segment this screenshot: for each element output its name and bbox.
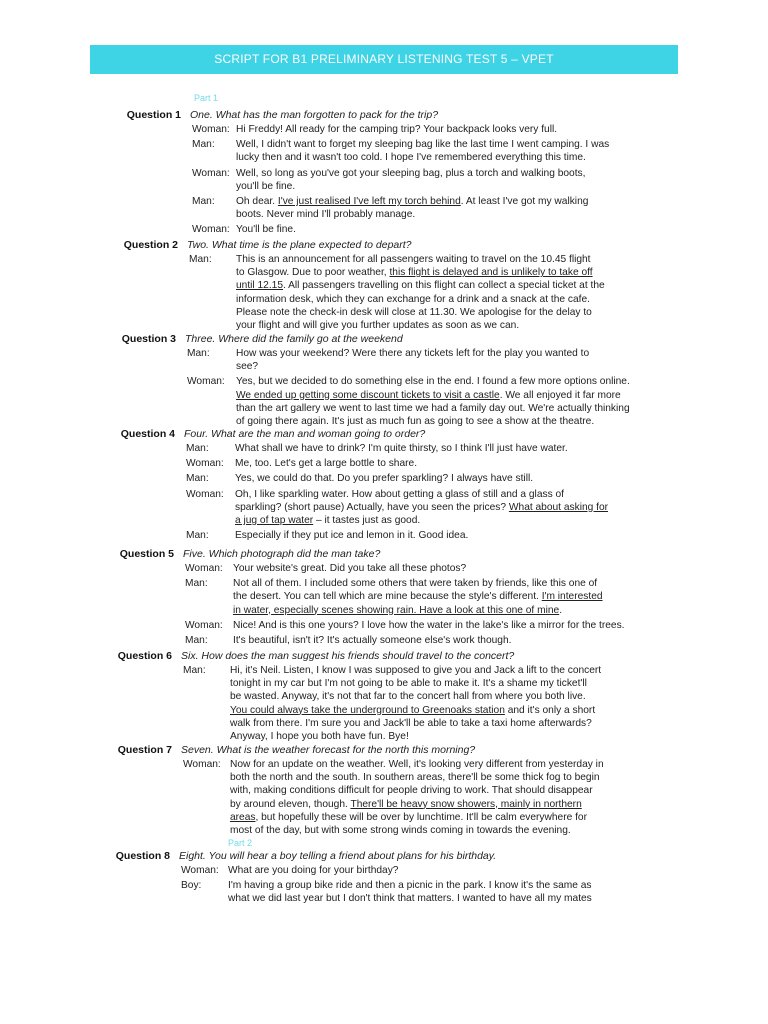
question-label: Question 7: [117, 744, 172, 756]
dialogue-line: tonight in my car but I'm not going to be able to make it. It's a shame my ticket'll: [230, 678, 587, 690]
answer-underline: until 12.15: [236, 280, 284, 292]
dialogue-segment: – it tastes just as good.: [313, 515, 421, 526]
speaker-label: Woman:: [185, 563, 223, 574]
dialogue-segment: . We all enjoyed it far more: [499, 389, 621, 401]
dialogue-line: Especially if they put ice and lemon in it. Good idea.: [235, 530, 469, 542]
page-title-banner: SCRIPT FOR B1 PRELIMINARY LISTENING TEST 5 – VPET: [90, 45, 678, 74]
dialogue-line: Well, so long as you've got your sleeping bag, plus a torch and walking boots,: [236, 167, 586, 179]
dialogue-line: I'm having a group bike ride and then a picnic in the park. I know it's the same as: [228, 880, 592, 892]
dialogue-segment: Oh dear.: [236, 196, 278, 207]
dialogue-segment: by around eleven, though.: [230, 798, 351, 810]
question-prompt: Two. What time is the plane expected to depart?: [187, 239, 412, 251]
dialogue-line: [230, 799, 582, 810]
dialogue-line: Hi Freddy! All ready for the camping trip? Your backpack looks very full.: [236, 124, 558, 135]
dialogue-line: most of the day, but with some strong winds coming in towards the evening.: [230, 825, 571, 836]
dialogue-line: What are you doing for your birthday?: [228, 865, 399, 876]
dialogue-line: It's beautiful, isn't it? It's actually someone else's work though.: [233, 635, 512, 646]
question-prompt: Five. Which photograph did the man take?: [183, 548, 381, 560]
dialogue-line: What shall we have to drink? I'm quite thirsty, so I think I'll just have water.: [235, 443, 568, 454]
question-label: Question 2: [123, 239, 178, 251]
dialogue-line: with, making conditions difficult for people driving to work. That should disappear: [230, 785, 593, 797]
dialogue-line: see?: [236, 361, 259, 373]
dialogue-line: Please note the check-in desk will close at 11.30. We apologise for the delay to: [236, 306, 592, 318]
dialogue-line: of going there again. It's just as much fun as going to see a show at the theatre.: [236, 416, 595, 427]
speaker-label: Woman:: [192, 167, 230, 179]
question-prompt: Seven. What is the weather forecast for the north this morning?: [181, 744, 476, 756]
speaker-label: Man:: [185, 635, 208, 646]
dialogue-line: Yes, we could do that. Do you prefer sparkling? I always have still.: [235, 473, 534, 485]
speaker-label: Man:: [189, 254, 212, 265]
dialogue-line: [235, 502, 608, 513]
dialogue-line: information desk, which they can exchange for a drink and a snack at the cafe.: [236, 293, 590, 305]
answer-underline: You could always take the underground to Greenoaks station: [230, 704, 505, 716]
dialogue-line: than the art gallery we went to last time we had a family day out. We're actually thinking: [236, 402, 630, 414]
dialogue-line: walk from there. I'm sure you and Jack'll be able to take a taxi home afterwards?: [230, 717, 592, 729]
question-label: Question 5: [119, 548, 174, 560]
dialogue-segment: , but hopefully these will be over by lunchtime. It'll be calm everywhere for: [255, 811, 587, 823]
dialogue-line: Your website's great. Did you take all these photos?: [233, 563, 467, 574]
speaker-label: Woman:: [181, 865, 219, 876]
dialogue-line: both the north and the south. In southern areas, there'll be some thick fog to begin: [230, 772, 600, 784]
speaker-label: Boy:: [181, 880, 202, 892]
dialogue-line: what we did last year but I don't think that matters. I wanted to have all my mates: [228, 893, 592, 905]
speaker-label: Man:: [192, 139, 215, 151]
dialogue-line: Hi, it's Neil. Listen, I know I was supposed to give you and Jack a lift to the concert: [230, 665, 602, 676]
dialogue-line: [236, 390, 621, 401]
speaker-label: Woman:: [186, 488, 224, 500]
dialogue-segment: sparkling? (short pause) Actually, have you seen the prices?: [235, 501, 509, 513]
speaker-label: Man:: [183, 665, 206, 676]
question-label: Question 3: [121, 333, 176, 345]
question-label: Question 8: [115, 850, 170, 862]
answer-underline: There'll be heavy snow showers, mainly in northern: [350, 798, 582, 810]
answer-underline: We ended up getting some discount tickets to visit a castle: [236, 389, 500, 401]
answer-underline: in water, especially scenes showing rain. Have a look at this one of mine: [233, 604, 560, 616]
answer-underline: I'm interested: [541, 591, 603, 603]
dialogue-line: Well, I didn't want to forget my sleeping bag like the last time I went camping. I was: [236, 139, 610, 151]
question-label: Question 6: [117, 650, 172, 662]
dialogue-line: Anyway, I hope you both have fun. Bye!: [230, 731, 409, 742]
speaker-label: Man:: [186, 443, 209, 454]
dialogue-line: Yes, but we decided to do something else in the end. I found a few more options online.: [236, 376, 630, 388]
dialogue-line: your flight and will give you further updates as soon as we can.: [236, 320, 520, 331]
dialogue-line: This is an announcement for all passengers waiting to travel on the 10.45 flight: [236, 254, 591, 265]
speaker-label: Woman:: [186, 458, 224, 470]
dialogue-line: be wasted. Anyway, it's not that far to the concert hall from where you both live.: [230, 691, 586, 703]
part-2-label: Part 2: [228, 838, 253, 848]
question-prompt: Six. How does the man suggest his friends should travel to the concert?: [181, 650, 515, 662]
answer-underline: this flight is delayed and is unlikely to take off: [389, 267, 593, 279]
dialogue-line: [236, 196, 588, 207]
answer-underline: What about asking for: [508, 501, 609, 513]
dialogue-line: boots. Never mind I'll probably manage.: [236, 209, 416, 221]
dialogue-segment: .: [559, 604, 563, 616]
speaker-label: Man:: [187, 348, 210, 359]
answer-underline: I've just realised I've left my torch behind: [277, 196, 461, 207]
question-prompt: Eight. You will hear a boy telling a friend about plans for his birthday.: [179, 850, 497, 862]
speaker-label: Woman:: [192, 224, 230, 236]
dialogue-line: Oh, I like sparkling water. How about getting a glass of still and a glass of: [235, 488, 565, 500]
answer-underline: a jug of tap water: [235, 515, 314, 526]
speaker-label: Woman:: [187, 376, 225, 388]
dialogue-line: [235, 515, 420, 526]
speaker-label: Woman:: [185, 619, 223, 631]
part-1-label: Part 1: [194, 93, 219, 103]
dialogue-segment: the desert. You can tell which are mine because the style's different.: [233, 591, 542, 603]
dialogue-line: [233, 591, 603, 602]
question-prompt: Four. What are the man and woman going to order?: [184, 428, 426, 440]
speaker-label: Man:: [192, 196, 215, 207]
dialogue-line: Now for an update on the weather. Well, it's looking very different from yesterday in: [230, 759, 604, 770]
speaker-label: Man:: [186, 473, 209, 485]
question-prompt: One. What has the man forgotten to pack for the trip?: [190, 109, 439, 121]
speaker-label: Woman:: [183, 759, 221, 770]
dialogue-line: [230, 705, 595, 716]
speaker-label: Man:: [185, 578, 208, 590]
dialogue-line: [236, 280, 605, 291]
dialogue-line: How was your weekend? Were there any tickets left for the play you wanted to: [236, 348, 590, 359]
dialogue-segment: . All passengers travelling on this flight can collect a special ticket at the: [283, 280, 605, 292]
question-prompt: Three. Where did the family go at the weekend: [185, 333, 403, 345]
question-label: Question 1: [126, 109, 181, 121]
dialogue-line: lucky then and it wasn't too cold. I hope I've remembered everything this time.: [236, 152, 586, 164]
dialogue-segment: . At least I've got my walking: [460, 196, 589, 207]
dialogue-line: Me, too. Let's get a large bottle to share.: [235, 458, 418, 470]
dialogue-segment: to Glasgow. Due to poor weather,: [236, 267, 390, 279]
dialogue-line: [230, 812, 587, 823]
speaker-label: Man:: [186, 530, 209, 542]
dialogue-line: [233, 605, 562, 616]
dialogue-line: you'll be fine.: [236, 180, 296, 192]
dialogue-line: Nice! And is this one yours? I love how the water in the lake's like a mirror for the trees.: [233, 619, 625, 631]
answer-underline: areas: [230, 811, 256, 823]
dialogue-segment: and it's only a short: [504, 704, 596, 716]
dialogue-line: Not all of them. I included some others that were taken by friends, like this one of: [233, 578, 598, 590]
dialogue-line: You'll be fine.: [236, 224, 296, 236]
dialogue-line: [236, 267, 593, 278]
speaker-label: Woman:: [192, 124, 230, 135]
question-label: Question 4: [120, 428, 175, 440]
